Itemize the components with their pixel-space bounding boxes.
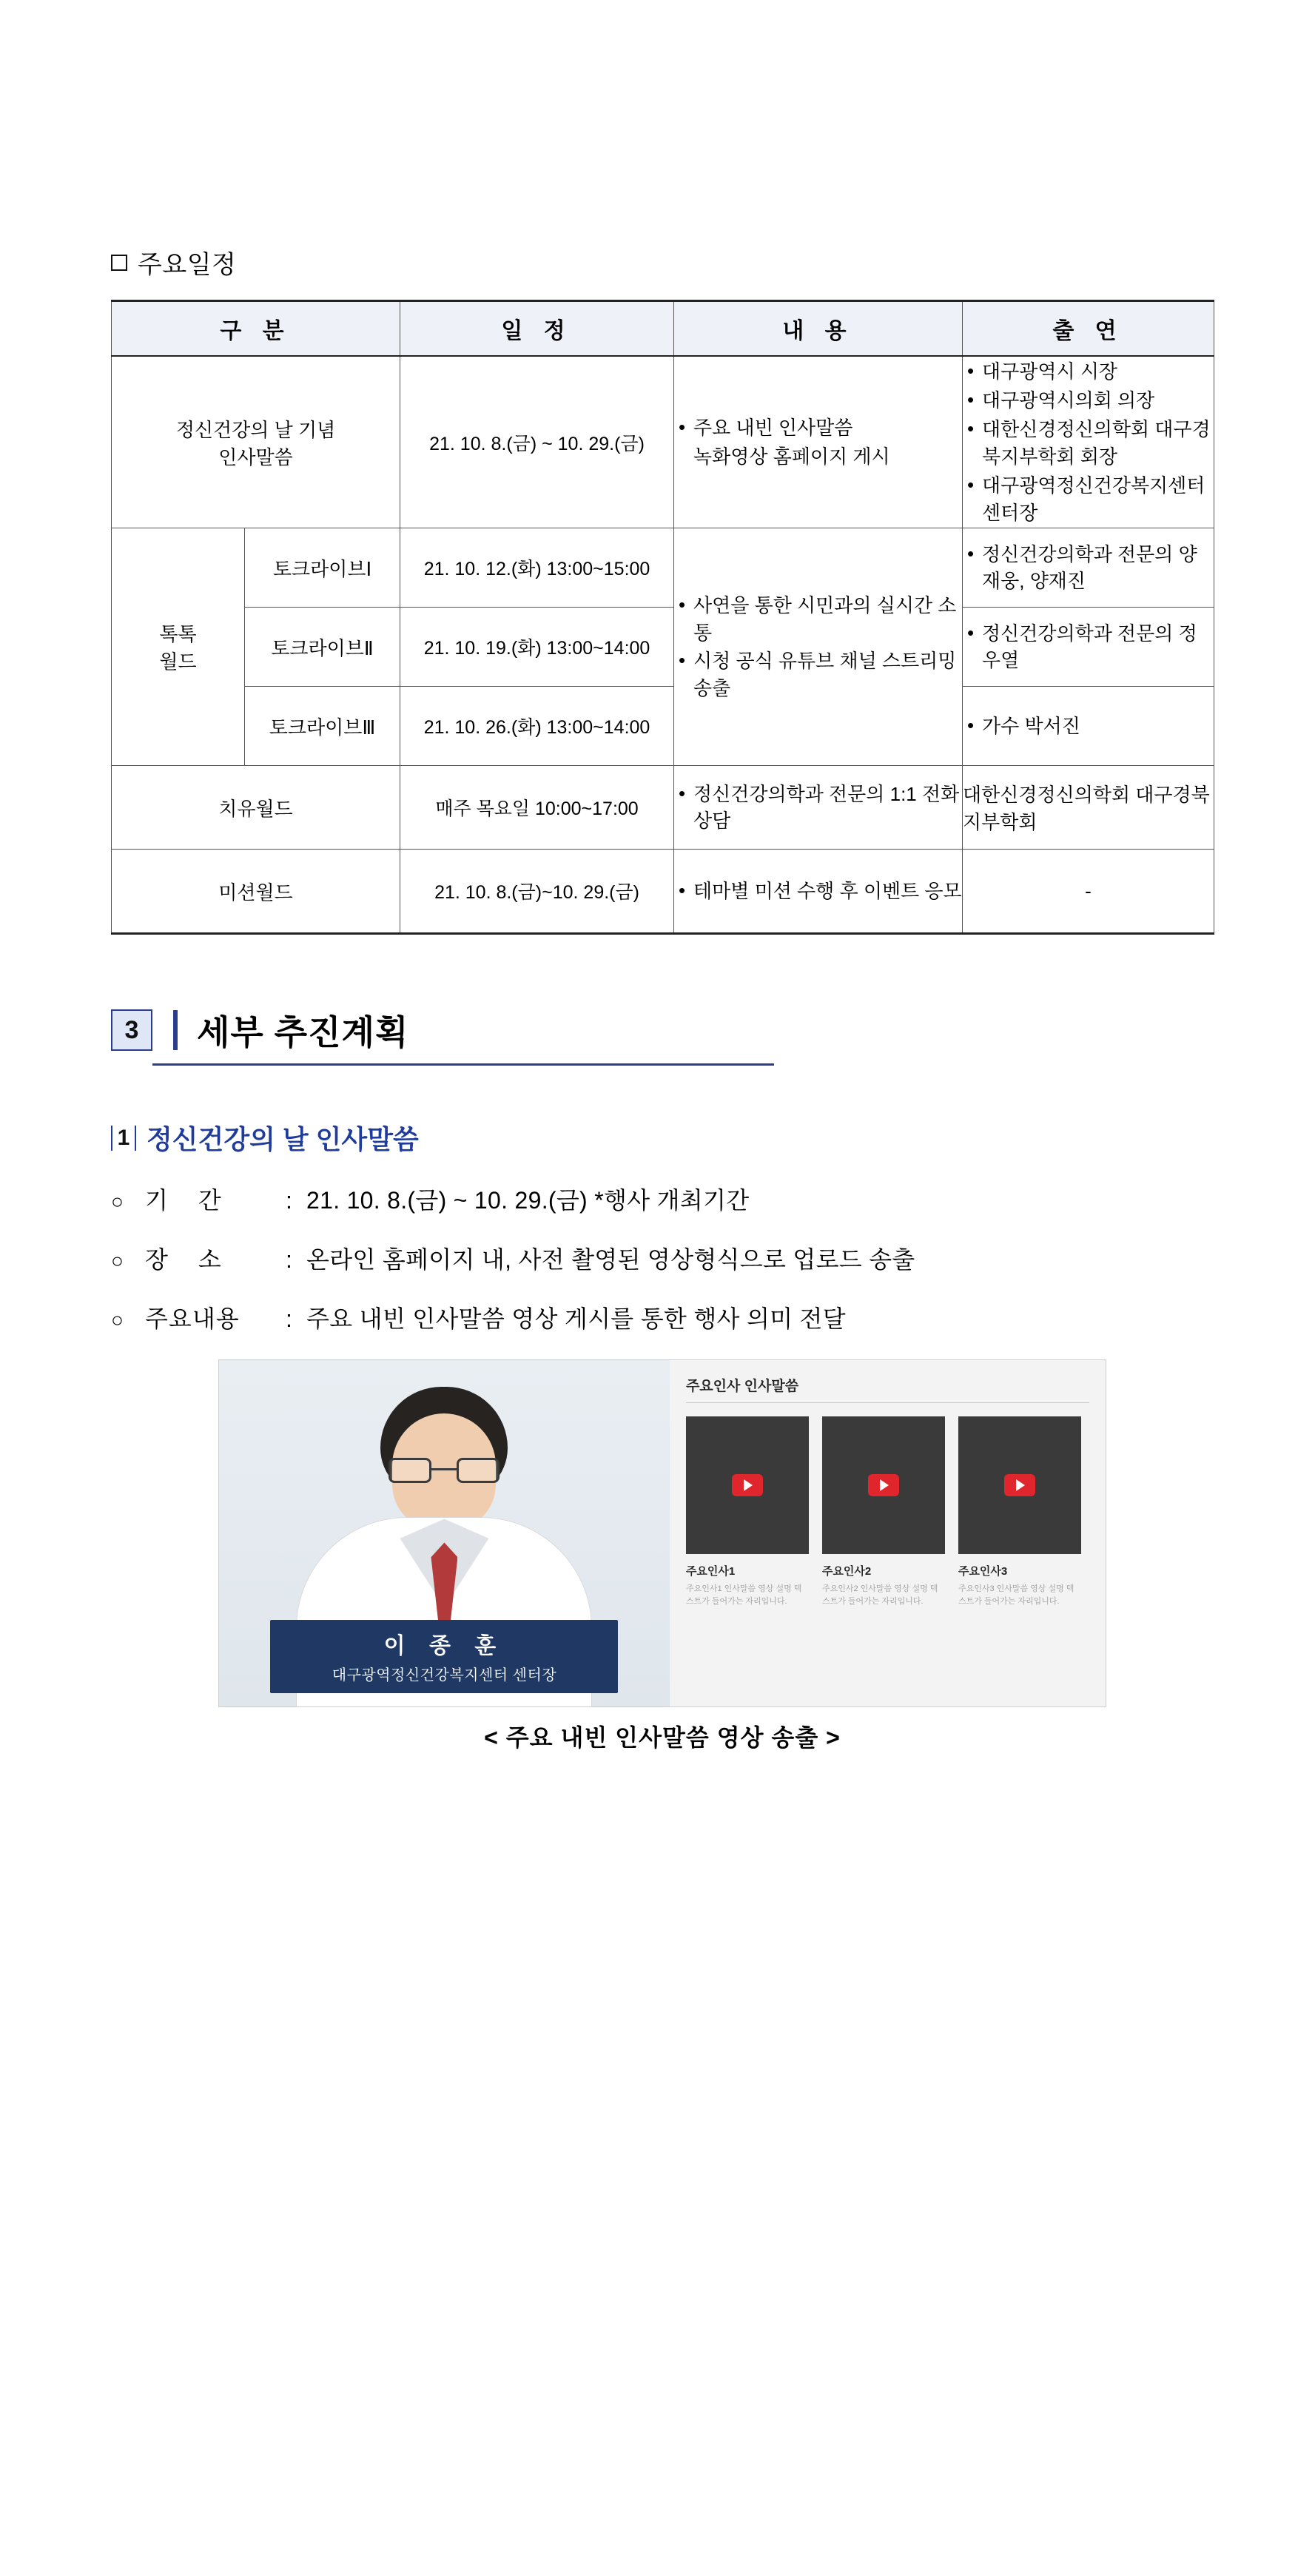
square-bullet-icon bbox=[111, 255, 127, 271]
item-separator: : bbox=[286, 1305, 293, 1333]
content-item-cont: 녹화영상 홈페이지 게시 bbox=[693, 445, 890, 468]
cell-division bbox=[112, 528, 245, 766]
cell-subdivision: 토크라이브Ⅰ bbox=[245, 528, 400, 608]
header-cast: 출 연 bbox=[963, 301, 1214, 357]
content-item: • 시청 공식 유튜브 채널 스트리밍 송출 bbox=[674, 648, 962, 702]
section-bar bbox=[173, 1010, 178, 1050]
figure bbox=[218, 1359, 1106, 1753]
glasses-left-lens bbox=[389, 1458, 431, 1483]
cell-date: 매주 목요일 10:00~17:00 bbox=[400, 766, 674, 850]
table-row bbox=[112, 687, 1214, 766]
video-panel bbox=[670, 1360, 1106, 1706]
item-separator: : bbox=[286, 1246, 293, 1274]
table-row bbox=[112, 356, 1214, 528]
figure-body bbox=[218, 1359, 1106, 1707]
cast-item: • 대구광역정신건강복지센터 센터장 bbox=[963, 472, 1214, 527]
play-icon[interactable] bbox=[868, 1474, 899, 1496]
division-line-1: 정신건강의 날 기념 bbox=[175, 418, 336, 441]
cell-cast bbox=[963, 766, 1214, 850]
play-icon[interactable] bbox=[732, 1474, 763, 1496]
schedule-heading-text: 주요일정 bbox=[138, 251, 237, 279]
glasses-bridge bbox=[431, 1468, 457, 1470]
figure-caption: < 주요 내빈 인사말씀 영상 송출 > bbox=[484, 1724, 841, 1752]
speaker-photo bbox=[219, 1360, 670, 1706]
cast-item: • 정신건강의학과 전문의 양재웅, 양재진 bbox=[963, 541, 1214, 596]
header-division: 구 분 bbox=[112, 301, 400, 357]
item-value: 21. 10. 8.(금) ~ 10. 29.(금) *행사 개최기간 bbox=[306, 1187, 750, 1214]
table-row bbox=[112, 850, 1214, 934]
cell-division bbox=[112, 356, 400, 528]
item-key: 장 소 bbox=[145, 1246, 233, 1274]
video-thumbnail[interactable] bbox=[686, 1416, 809, 1554]
cast-item: • 대구광역시 시장 bbox=[963, 358, 1214, 386]
table-row bbox=[112, 528, 1214, 608]
thumbnail-description: 주요인사3 인사말씀 영상 설명 텍스트가 들어가는 자리입니다. bbox=[958, 1584, 1074, 1606]
division-line-1: 톡톡 bbox=[159, 623, 197, 646]
cast-item: • 대구광역시의회 의장 bbox=[963, 387, 1214, 414]
cell-date: 21. 10. 8.(금) ~ 10. 29.(금) bbox=[400, 356, 674, 528]
video-panel-title: 주요인사 인사말씀 bbox=[686, 1375, 1089, 1403]
circle-bullet-icon: ○ bbox=[111, 1308, 124, 1332]
schedule-heading bbox=[111, 244, 1214, 280]
person-name: 이 종 훈 bbox=[383, 1634, 505, 1659]
content-item: • 주요 내빈 인사말씀 bbox=[674, 414, 962, 442]
cast-item: • 정신건강의학과 전문의 정우열 bbox=[963, 620, 1214, 675]
circle-bullet-icon: ○ bbox=[111, 1190, 124, 1214]
list-item bbox=[686, 1416, 809, 1607]
list-item bbox=[111, 1300, 1214, 1334]
cell-content bbox=[674, 356, 963, 528]
cell-subdivision: 토크라이브Ⅲ bbox=[245, 687, 400, 766]
cast-item: • 대한신경정신의학회 대구경북지부학회 회장 bbox=[963, 416, 1214, 471]
list-item bbox=[111, 1241, 1214, 1275]
section-heading bbox=[111, 1006, 1214, 1055]
item-value: 온라인 홈페이지 내, 사전 촬영된 영상형식으로 업로드 송출 bbox=[306, 1246, 915, 1274]
cell-division: 미션월드 bbox=[112, 850, 400, 934]
subsection-heading bbox=[111, 1119, 1214, 1157]
thumbnail-caption: 주요인사3 bbox=[958, 1565, 1008, 1578]
thumbnail-caption: 주요인사1 bbox=[685, 1565, 736, 1578]
circle-bullet-icon: ○ bbox=[111, 1249, 124, 1273]
header-date: 일 정 bbox=[400, 301, 674, 357]
thumbnail-caption: 주요인사2 bbox=[821, 1565, 872, 1578]
item-separator: : bbox=[286, 1187, 293, 1214]
cell-content bbox=[674, 528, 963, 766]
content-item: • 테마별 미션 수행 후 이벤트 응모 bbox=[674, 878, 962, 905]
cell-cast bbox=[963, 356, 1214, 528]
table-row bbox=[112, 766, 1214, 850]
cell-cast bbox=[963, 687, 1214, 766]
glasses-right-lens bbox=[457, 1458, 500, 1483]
schedule-table-head bbox=[112, 301, 1214, 357]
content-item: • 정신건강의학과 전문의 1:1 전화상담 bbox=[674, 781, 962, 835]
cast-item: 대한신경정신의학회 대구경북지부학회 bbox=[963, 784, 1210, 834]
video-thumbnail[interactable] bbox=[958, 1416, 1081, 1554]
cast-item: • 가수 박서진 bbox=[963, 713, 1214, 740]
cell-content bbox=[674, 850, 963, 934]
section-title: 세부 추진계획 bbox=[197, 1013, 409, 1052]
cell-subdivision: 토크라이브Ⅱ bbox=[245, 608, 400, 687]
subsection-title: 정신건강의 날 인사말씀 bbox=[147, 1124, 419, 1155]
cell-date: 21. 10. 19.(화) 13:00~14:00 bbox=[400, 608, 674, 687]
item-key: 기 간 bbox=[145, 1187, 233, 1214]
cell-cast: - bbox=[963, 850, 1214, 934]
section-number: 3 bbox=[111, 1009, 152, 1051]
page-content bbox=[111, 244, 1214, 1753]
table-row bbox=[112, 608, 1214, 687]
cell-division: 치유월드 bbox=[112, 766, 400, 850]
thumbnail-description: 주요인사1 인사말씀 영상 설명 텍스트가 들어가는 자리입니다. bbox=[685, 1584, 802, 1606]
cell-date: 21. 10. 26.(화) 13:00~14:00 bbox=[400, 687, 674, 766]
schedule-table-body bbox=[112, 356, 1214, 934]
video-thumbnail-list bbox=[686, 1416, 1089, 1607]
play-icon[interactable] bbox=[1004, 1474, 1035, 1496]
cell-cast bbox=[963, 528, 1214, 608]
division-line-2: 인사말씀 bbox=[218, 445, 293, 468]
item-key: 주요내용 bbox=[145, 1305, 240, 1333]
content-item: • 사연을 통한 시민과의 실시간 소통 bbox=[674, 592, 962, 647]
section-underline bbox=[152, 1063, 774, 1066]
name-plate bbox=[270, 1620, 618, 1693]
item-value: 주요 내빈 인사말씀 영상 게시를 통한 행사 의미 전달 bbox=[306, 1305, 846, 1333]
table-header-row bbox=[112, 301, 1214, 357]
thumbnail-description: 주요인사2 인사말씀 영상 설명 텍스트가 들어가는 자리입니다. bbox=[821, 1584, 938, 1606]
cell-date: 21. 10. 8.(금)~10. 29.(금) bbox=[400, 850, 674, 934]
cell-content bbox=[674, 766, 963, 850]
list-item bbox=[822, 1416, 945, 1607]
glasses-icon bbox=[389, 1458, 500, 1483]
subsection-number: 1 bbox=[111, 1126, 136, 1151]
division-line-2: 월드 bbox=[159, 650, 197, 673]
header-content: 내 용 bbox=[674, 301, 963, 357]
cell-date: 21. 10. 12.(화) 13:00~15:00 bbox=[400, 528, 674, 608]
schedule-table bbox=[111, 300, 1214, 935]
video-thumbnail[interactable] bbox=[822, 1416, 945, 1554]
person-organization: 대구광역정신건강복지센터 센터장 bbox=[332, 1667, 557, 1684]
cell-cast bbox=[963, 608, 1214, 687]
list-item bbox=[958, 1416, 1081, 1607]
list-item bbox=[111, 1182, 1214, 1216]
